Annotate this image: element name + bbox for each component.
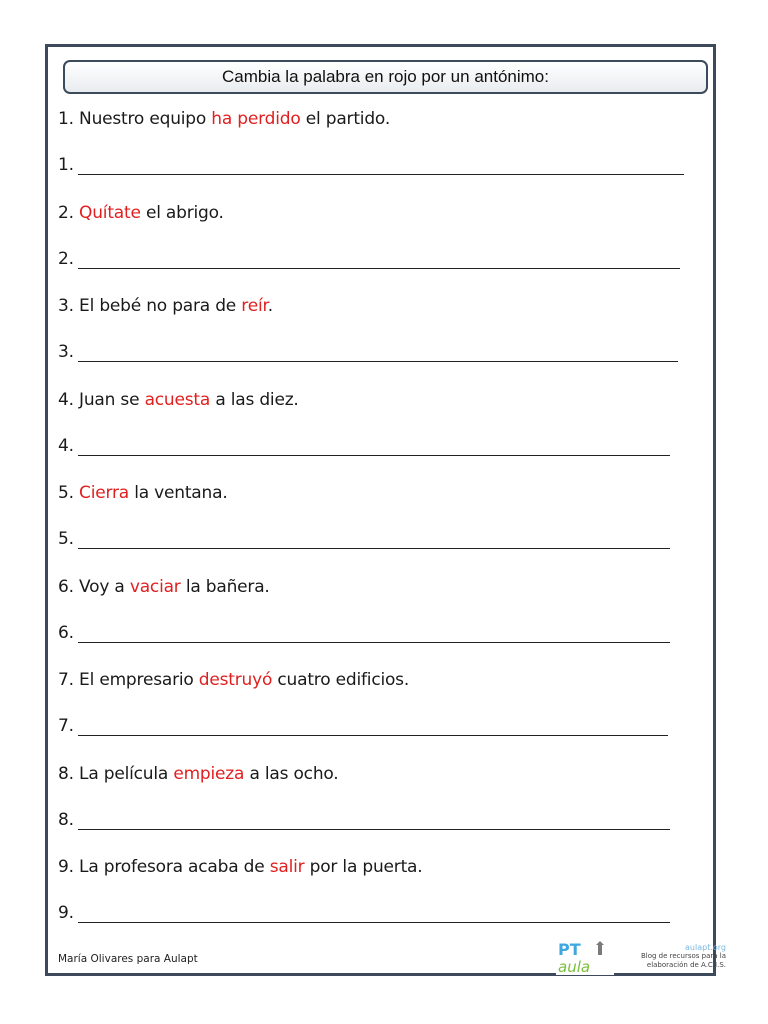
sentence-text-before: Nuestro equipo: [79, 109, 212, 129]
sentence-text-after: cuatro edificios.: [272, 670, 410, 690]
sentence-text-before: El empresario: [79, 670, 199, 690]
target-word: acuesta: [144, 389, 211, 410]
answer-line[interactable]: [58, 155, 684, 175]
answer-line[interactable]: [58, 810, 670, 830]
sentence-number: 2.: [58, 202, 74, 223]
answer-number: 6.: [58, 622, 74, 643]
sentence-line: [58, 577, 270, 597]
answer-line[interactable]: [58, 903, 670, 923]
answer-blank[interactable]: [78, 719, 668, 736]
sentence-number: 8.: [58, 763, 74, 784]
sentence-number: 3.: [58, 296, 74, 316]
sentence-text-after: a las ocho.: [244, 763, 339, 784]
sentence-number: 7.: [58, 670, 74, 690]
answer-number: 9.: [58, 903, 74, 923]
sentence-text-after: el abrigo.: [140, 202, 224, 223]
answer-blank[interactable]: [78, 252, 680, 269]
sentence-text-after: la ventana.: [129, 483, 228, 503]
answer-blank[interactable]: [78, 439, 670, 456]
answer-number: 4.: [58, 435, 74, 456]
answer-blank[interactable]: [78, 345, 678, 362]
answer-number: 5.: [58, 529, 74, 549]
sentence-text-after: la bañera.: [180, 576, 270, 597]
svg-text:PT: PT: [558, 940, 581, 959]
svg-text:aula: aula: [558, 958, 591, 975]
answer-number: 1.: [58, 155, 74, 175]
target-word: ha perdido: [211, 109, 301, 129]
answer-line[interactable]: [58, 623, 670, 643]
sentence-text-after: .: [267, 296, 273, 316]
sentence-text-before: Juan se: [79, 389, 145, 410]
sentence-number: 5.: [58, 483, 74, 503]
sentence-line: [58, 390, 299, 410]
sentence-line: [58, 296, 273, 316]
sentence-line: [58, 203, 224, 223]
answer-number: 8.: [58, 809, 74, 830]
logo-site: aulapt.org: [685, 943, 726, 952]
sentence-text-before: La profesora acaba de: [79, 857, 270, 877]
sentence-line: [58, 857, 422, 877]
author-credit: María Olivares para Aulapt: [58, 953, 198, 965]
answer-line[interactable]: [58, 249, 680, 269]
sentence-text-after: el partido.: [300, 109, 391, 129]
sentence-line: [58, 670, 409, 690]
sentence-number: 1.: [58, 109, 74, 129]
sentence-text-before: La película: [79, 763, 174, 784]
target-word: Cierra: [79, 483, 129, 503]
target-word: salir: [269, 857, 305, 877]
answer-line[interactable]: [58, 716, 668, 736]
sentence-line: [58, 109, 390, 129]
sentence-number: 9.: [58, 857, 74, 877]
answer-number: 2.: [58, 248, 74, 269]
answer-line[interactable]: [58, 529, 670, 549]
target-word: Quítate: [79, 202, 141, 223]
instruction-title: Cambia la palabra en rojo por un antónimo:: [63, 60, 708, 94]
logo-tagline: Blog de recursos para la elaboración de A.C.I.S.: [640, 952, 726, 969]
sentence-number: 4.: [58, 389, 74, 410]
answer-blank[interactable]: [78, 532, 670, 549]
sentence-text-before: Voy a: [79, 576, 130, 597]
sentence-number: 6.: [58, 576, 74, 597]
target-word: vaciar: [129, 576, 181, 597]
target-word: empieza: [173, 763, 245, 784]
answer-line[interactable]: [58, 436, 670, 456]
sentence-text-before: El bebé no para de: [79, 296, 242, 316]
sentence-text-after: por la puerta.: [304, 857, 423, 877]
logo-caption: [620, 943, 726, 970]
answer-number: 7.: [58, 716, 74, 736]
answer-blank[interactable]: [78, 626, 670, 643]
answer-blank[interactable]: [78, 158, 684, 175]
answer-number: 3.: [58, 342, 74, 362]
target-word: reír: [241, 296, 268, 316]
sentence-text-after: a las diez.: [210, 389, 299, 410]
sentence-line: [58, 483, 228, 503]
answer-blank[interactable]: [78, 906, 670, 923]
sentence-line: [58, 764, 339, 784]
answer-blank[interactable]: [78, 813, 670, 830]
answer-line[interactable]: [58, 342, 678, 362]
target-word: destruyó: [198, 670, 273, 690]
worksheet-frame: [45, 44, 726, 976]
